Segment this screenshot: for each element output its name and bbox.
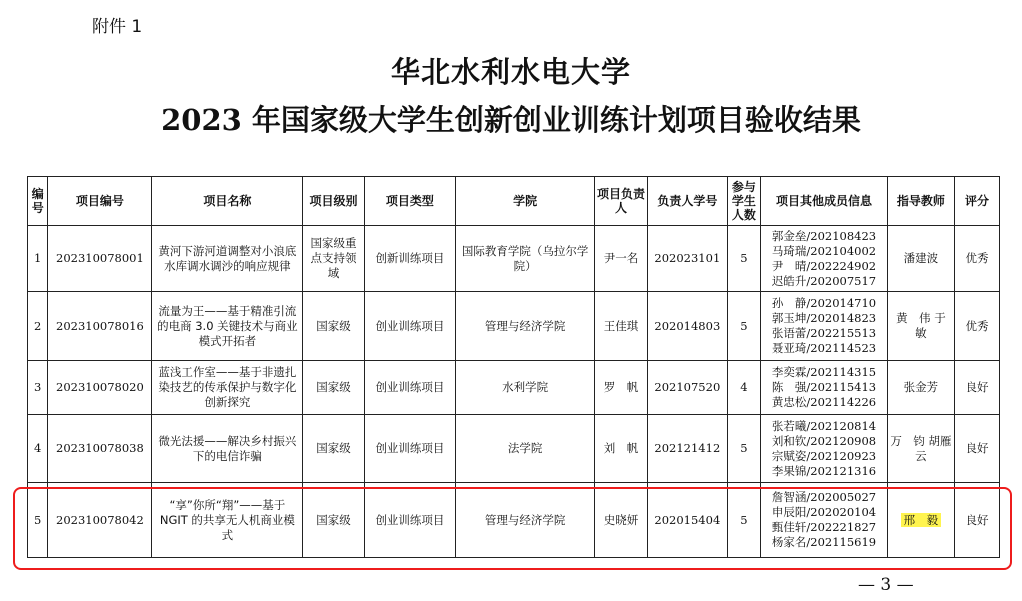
cell-no: 4 [28, 415, 48, 483]
cell-advisor: 张金芳 [887, 361, 954, 415]
header-members: 项目其他成员信息 [761, 177, 887, 226]
cell-grade: 优秀 [955, 226, 1000, 292]
table-row [28, 292, 1000, 361]
cell-name: “享”你所“翔”——基于 NGIT 的共享无人机商业模式 [152, 483, 303, 558]
document-subtitle: 2023 年国家级大学生创新创业训练计划项目验收结果 [161, 103, 861, 137]
cell-type: 创业训练项目 [364, 292, 456, 361]
cell-level: 国家级重点支持领域 [303, 226, 364, 292]
document-title: 华北水利水电大学 [390, 55, 631, 89]
member-entry: 孙 静/202014710 [771, 296, 877, 310]
cell-advisor [887, 483, 954, 558]
cell-name: 黄河下游河道调整对小浪底水库调水调沙的响应规律 [152, 226, 303, 292]
cell-no: 5 [28, 483, 48, 558]
cell-level: 国家级 [303, 415, 364, 483]
cell-name: 蓝浅工作室——基于非遗扎染技艺的传承保护与数字化创新探究 [152, 361, 303, 415]
table-row [28, 361, 1000, 415]
cell-student-id: 202014803 [648, 292, 728, 361]
member-entry: 尹 晴/202224902 [771, 258, 877, 273]
cell-grade: 良好 [955, 415, 1000, 483]
cell-college: 国际教育学院（乌拉尔学院） [456, 226, 595, 292]
member-entry: 黄忠松/202114226 [771, 395, 877, 409]
highlighted-advisor: 邢 毅 [901, 513, 942, 527]
cell-college: 法学院 [456, 415, 595, 483]
member-entry: 詹智涵/202005027 [771, 490, 877, 504]
cell-code: 202310078038 [48, 415, 152, 483]
header-student-id: 负责人学号 [648, 177, 728, 226]
cell-leader: 尹一名 [595, 226, 648, 292]
member-entry: 宗赋姿/202120923 [771, 448, 877, 463]
cell-no: 1 [28, 226, 48, 292]
cell-advisor: 潘建波 [887, 226, 954, 292]
header-project-code: 项目编号 [48, 177, 152, 226]
attachment-label: 附件 1 [92, 17, 143, 37]
cell-type: 创业训练项目 [364, 483, 456, 558]
cell-grade: 良好 [955, 483, 1000, 558]
table-row [28, 226, 1000, 292]
cell-leader: 王佳琪 [595, 292, 648, 361]
cell-level: 国家级 [303, 361, 364, 415]
cell-student-id: 202023101 [648, 226, 728, 292]
header-no: 编号 [28, 177, 48, 226]
results-table [27, 176, 1000, 558]
cell-name: 微光法援——解决乡村振兴下的电信诈骗 [152, 415, 303, 483]
cell-student-id: 202107520 [648, 361, 728, 415]
cell-count: 4 [727, 361, 761, 415]
table-row [28, 415, 1000, 483]
page-number: — 3 — [858, 575, 914, 595]
cell-count: 5 [727, 226, 761, 292]
cell-college: 水利学院 [456, 361, 595, 415]
cell-count: 5 [727, 415, 761, 483]
cell-level: 国家级 [303, 483, 364, 558]
header-participants: 参与学生人数 [727, 177, 761, 226]
cell-members [761, 226, 887, 292]
member-entry: 郭金垒/202108423 [771, 228, 877, 243]
member-entry: 张语蕾/202215513 [771, 326, 877, 340]
member-entry: 李果锦/202121316 [771, 463, 877, 478]
table-row [28, 483, 1000, 558]
cell-members [761, 415, 887, 483]
header-type: 项目类型 [364, 177, 456, 226]
member-entry: 迟皓升/202007517 [771, 273, 877, 288]
member-entry: 甄佳轩/202221827 [771, 520, 877, 534]
cell-advisor: 黄 伟 于 敏 [887, 292, 954, 361]
cell-grade: 优秀 [955, 292, 1000, 361]
cell-no: 3 [28, 361, 48, 415]
cell-code: 202310078042 [48, 483, 152, 558]
cell-code: 202310078016 [48, 292, 152, 361]
header-leader: 项目负责人 [595, 177, 648, 226]
cell-grade: 良好 [955, 361, 1000, 415]
member-entry: 李奕霖/202114315 [771, 365, 877, 379]
cell-members [761, 483, 887, 558]
header-college: 学院 [456, 177, 595, 226]
header-project-name: 项目名称 [152, 177, 303, 226]
cell-count: 5 [727, 292, 761, 361]
header-grade: 评分 [955, 177, 1000, 226]
header-advisor: 指导教师 [887, 177, 954, 226]
member-entry: 申辰阳/202020104 [771, 505, 877, 519]
cell-type: 创新训练项目 [364, 226, 456, 292]
cell-code: 202310078020 [48, 361, 152, 415]
cell-advisor: 万 钧 胡雁云 [887, 415, 954, 483]
cell-leader: 刘 帆 [595, 415, 648, 483]
member-entry: 聂亚琦/202114523 [771, 341, 877, 355]
cell-level: 国家级 [303, 292, 364, 361]
cell-type: 创业训练项目 [364, 415, 456, 483]
member-entry: 张若曦/202120814 [771, 418, 877, 433]
cell-name: 流量为王——基于精准引流的电商 3.0 关键技术与商业模式开拓者 [152, 292, 303, 361]
cell-count: 5 [727, 483, 761, 558]
cell-members [761, 361, 887, 415]
cell-code: 202310078001 [48, 226, 152, 292]
header-level: 项目级别 [303, 177, 364, 226]
cell-student-id: 202015404 [648, 483, 728, 558]
cell-college: 管理与经济学院 [456, 483, 595, 558]
cell-members [761, 292, 887, 361]
cell-college: 管理与经济学院 [456, 292, 595, 361]
member-entry: 杨家名/202115619 [771, 535, 877, 549]
cell-leader: 罗 帆 [595, 361, 648, 415]
member-entry: 陈 强/202115413 [771, 380, 877, 394]
cell-no: 2 [28, 292, 48, 361]
cell-leader: 史晓妍 [595, 483, 648, 558]
table-header-row [28, 177, 1000, 226]
member-entry: 郭玉坤/202014823 [771, 311, 877, 325]
member-entry: 刘和钦/202120908 [771, 433, 877, 448]
cell-type: 创业训练项目 [364, 361, 456, 415]
member-entry: 马琦瑞/202104002 [771, 243, 877, 258]
cell-student-id: 202121412 [648, 415, 728, 483]
